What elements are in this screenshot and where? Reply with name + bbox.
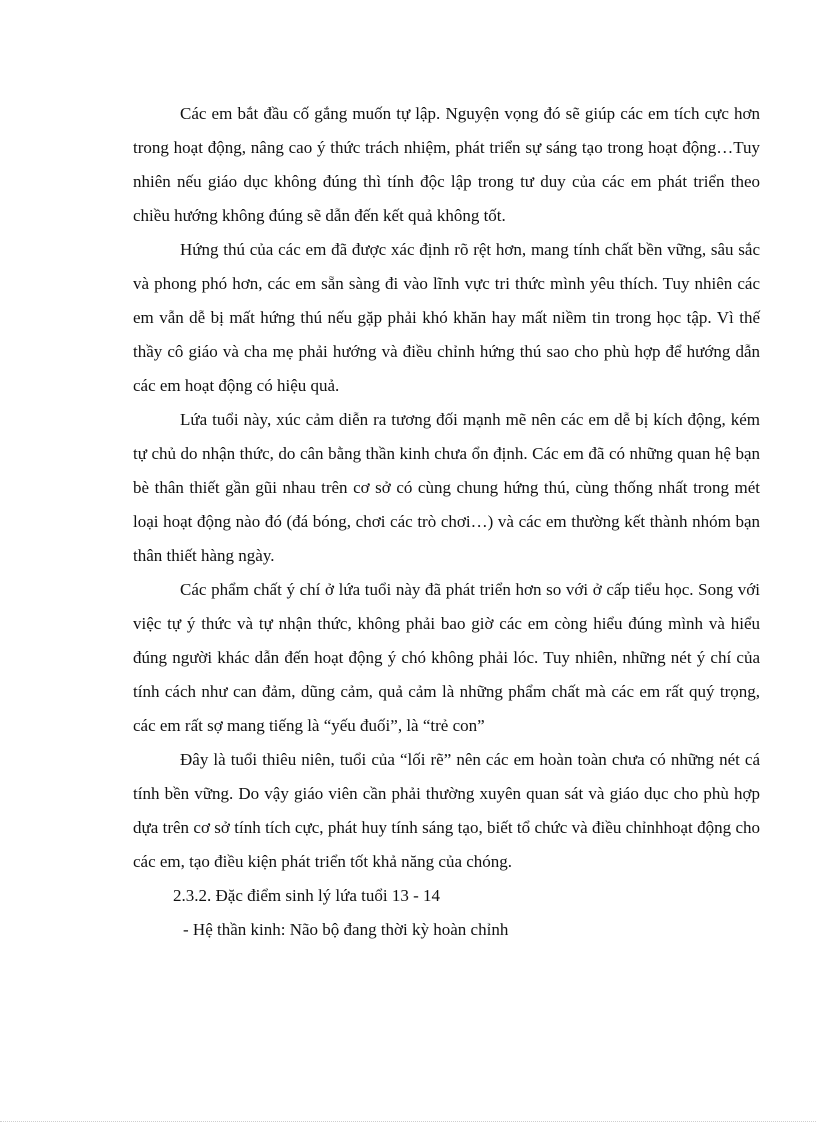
document-body bbox=[133, 97, 760, 947]
paragraph-adolescence: Đây là tuổi thiêu niên, tuổi của “lối rẽ” nên các em hoàn toàn chưa có những nét cá tính bền vững. Do vậy giáo viên cần phải thường xuyên quan sát và giáo dục cho phù hợp dựa trên cơ sở tính tích cực, phát huy tính sáng tạo, biết tổ chức và điều chỉnhhoạt động cho các em, tạo điều kiện phát triển tốt khả năng của chóng. bbox=[133, 750, 760, 871]
page-bottom-divider bbox=[0, 1121, 816, 1122]
paragraph-self-reliance: Các em bắt đầu cố gắng muốn tự lập. Nguyện vọng đó sẽ giúp các em tích cực hơn trong hoạt động, nâng cao ý thức trách nhiệm, phát triển sự sáng tạo trong hoạt động…Tuy nhiên nếu giáo dục không đúng thì tính độc lập trong tư duy của các em phát triển theo chiều hướng không đúng sẽ dẫn đến kết quả không tốt. bbox=[133, 104, 760, 225]
paragraph-emotions: Lứa tuổi này, xúc cảm diễn ra tương đối mạnh mẽ nên các em dễ bị kích động, kém tự chủ do nhận thức, do cân bằng thần kinh chưa ổn định. Các em đã có những quan hệ bạn bè thân thiết gần gũi nhau trên cơ sở có cùng chung hứng thú, cùng thống nhất trong mét loại hoạt động nào đó (đá bóng, chơi các trò chơi…) và các em thường kết thành nhóm bạn thân thiết hàng ngày. bbox=[133, 410, 760, 565]
paragraph-interests: Hứng thú của các em đã được xác định rõ rệt hơn, mang tính chất bền vững, sâu sắc và phong phó hơn, các em sẵn sàng đi vào lĩnh vực tri thức mình yêu thích. Tuy nhiên các em vẫn dễ bị mất hứng thú nếu gặp phải khó khăn hay mất niềm tin trong học tập. Vì thế thầy cô giáo và cha mẹ phải hướng và điều chỉnh hứng thú sao cho phù hợp để hướng dẫn các em hoạt động có hiệu quả. bbox=[133, 240, 760, 395]
bullet-nervous-system: - Hệ thần kinh: Não bộ đang thời kỳ hoàn chỉnh bbox=[183, 920, 509, 939]
section-heading: 2.3.2. Đặc điểm sinh lý lứa tuổi 13 - 14 bbox=[173, 886, 441, 905]
paragraph-willpower: Các phẩm chất ý chí ở lứa tuổi này đã phát triển hơn so với ở cấp tiểu học. Song với việc tự ý thức và tự nhận thức, không phải bao giờ các em còng hiểu đúng mình và hiểu đúng người khác dẫn đến hoạt động ý chó không phải lóc. Tuy nhiên, những nét ý chí của tính cách như can đảm, dũng cảm, quả cảm là những phẩm chất mà các em rất quý trọng, các em rất sợ mang tiếng là “yếu đuối”, là “trẻ con” bbox=[133, 580, 760, 735]
